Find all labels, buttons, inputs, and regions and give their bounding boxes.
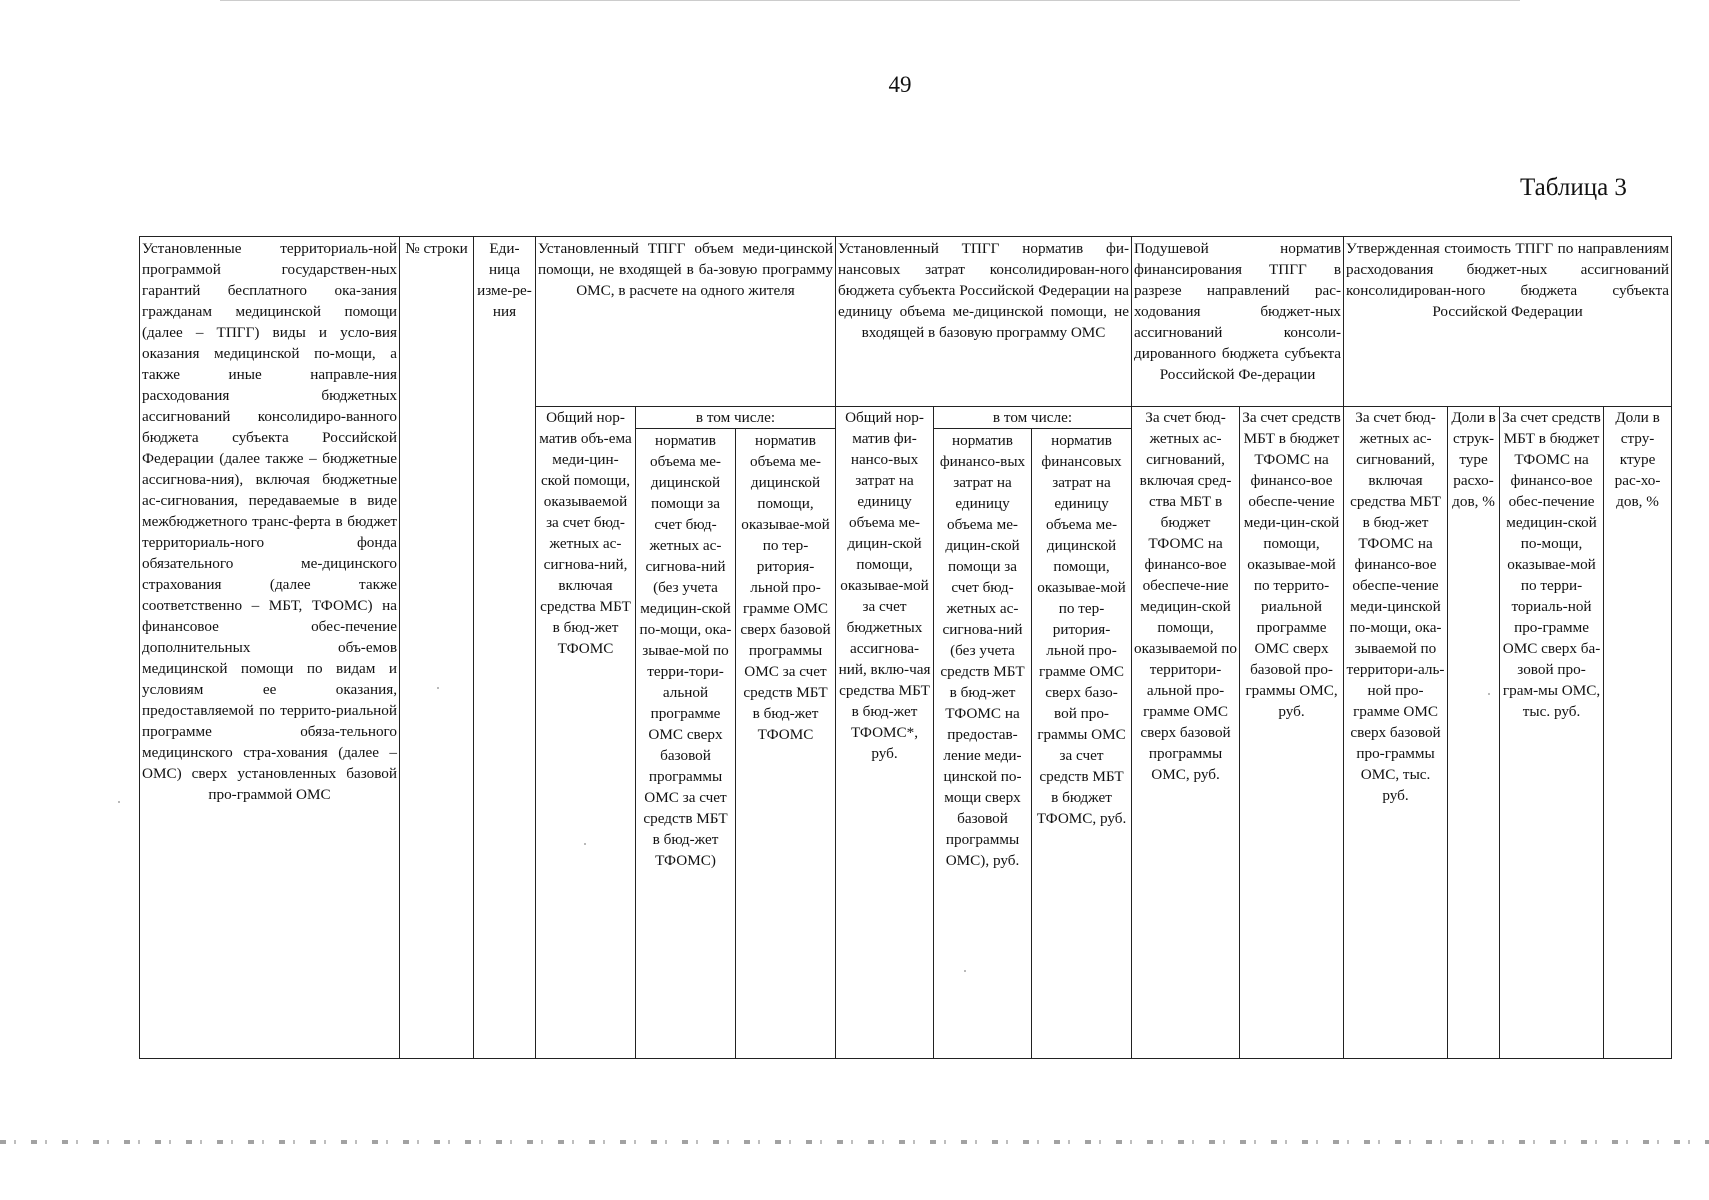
header-row-number: № строки	[400, 237, 474, 1059]
header-approved-share-2: Доли в стру-ктуре рас-хо-дов, %	[1604, 407, 1672, 1059]
header-percapita-mbt: За счет средств МБТ в бюджет ТФОМС на финансо-вое обеспе-чение меди-цин-ской помощи, оказывае-мой по террито-риальной программе ОМС сверх базовой про-граммы ОМС, руб.	[1240, 407, 1344, 1059]
header-cost-budget: норматив финансо-вых затрат на единицу объема ме-дицин-ской помощи за счет бюд-жетных ас-сигнова-ний (без учета средств МБТ в бюд-жет ТФОМС на предостав-ление меди-цинской по-мощи сверх базовой программы ОМС), руб.	[934, 429, 1032, 1059]
header-cost-including: в том числе:	[934, 407, 1132, 429]
header-group-approved-cost: Утвержденная стоимость ТПГГ по направлениям расходования бюджет-ных ассигнований консолидирован-ного бюджета субъекта Российской Федерации	[1344, 237, 1672, 407]
header-group-per-capita: Подушевой норматив финансирования ТПГГ в разрезе направлений рас-ходования бюджет-ных ассигнований консоли-дированного бюджета субъекта Российской Фе-дерации	[1132, 237, 1344, 407]
scan-speck	[1488, 693, 1490, 695]
table-caption: Таблица 3	[1520, 174, 1627, 201]
header-group-cost-norm: Установленный ТПГГ норматив фи-нансовых затрат консолидирован-ного бюджета субъекта Российской Федерации на единицу объема ме-дицинской помощи, не входящей в базовую программу ОМС	[836, 237, 1132, 407]
scan-speck	[437, 687, 439, 689]
scan-artifact-dots	[0, 1140, 1709, 1144]
header-cost-total: Общий нор-матив фи-нансо-вых затрат на единицу объема ме-дицин-ской помощи, оказывае-мой за счет бюджетных ассигнова-ний, вклю-чая средства МБТ в бюд-жет ТФОМС*, руб.	[836, 407, 934, 1059]
data-table	[139, 236, 1672, 1059]
header-percapita-budget: За счет бюд-жетных ас-сигнований, включая сред-ства МБТ в бюджет ТФОМС на финансо-вое обеспече-ние медицин-ской помощи, оказываемой по территори-альной про-грамме ОМС сверх базовой программы ОМС, руб.	[1132, 407, 1240, 1059]
scan-speck	[584, 843, 586, 845]
header-unit: Еди-ница изме-ре-ния	[474, 237, 536, 1059]
scan-artifact-line	[220, 0, 1520, 1]
header-approved-mbt: За счет средств МБТ в бюджет ТФОМС на финансо-вое обес-печение медицин-ской по-мощи, оказывае-мой по терри-ториаль-ной про-грамме ОМС сверх ба-зовой про-грам-мы ОМС, тыс. руб.	[1500, 407, 1604, 1059]
header-approved-share-1: Доли в струк-туре расхо-дов, %	[1448, 407, 1500, 1059]
header-volume-budget: норматив объема ме-дицинской помощи за счет бюд-жетных ас-сигнова-ний (без учета медицин-ской по-мощи, ока-зывае-мой по терри-тори-альной программе ОМС сверх базовой программы ОМС за счет средств МБТ в бюд-жет ТФОМС)	[636, 429, 736, 1059]
scan-speck	[118, 801, 120, 803]
header-volume-mbt: норматив объема ме-дицинской помощи, оказывае-мой по тер-ритория-льной про-грамме ОМС сверх базовой программы ОМС за счет средств МБТ в бюд-жет ТФОМС	[736, 429, 836, 1059]
scan-speck	[964, 970, 966, 972]
header-service-types: Установленные территориаль-ной программой государствен-ных гарантий бесплатного ока-зания гражданам медицинской помощи (далее – ТПГГ) виды и усло-вия оказания медицинской по-мощи, а также иные направле-ния расходования бюджетных ассигнований консолидиро-ванного бюджета субъекта Российской Федерации (далее также – бюджетные ассигнова-ния), включая бюджетные ас-сигнования, передаваемые в виде межбюджетного транс-ферта в бюджет территориаль-ного фонда обязательного ме-дицинского страхования (далее также соответственно – МБТ, ТФОМС) на финансовое обес-печение дополнительных объ-емов медицинской помощи по видам и условиям ее оказания, предоставляемой по террито-риальной программе обяза-тельного медицинского стра-хования (далее – ОМС) сверх установленных базовой про-граммой ОМС	[140, 237, 400, 1059]
page-number: 49	[888, 72, 912, 97]
header-approved-budget: За счет бюд-жетных ас-сигнований, включая средства МБТ в бюд-жет ТФОМС на финансо-вое обеспе-чение меди-цинской по-мощи, ока-зываемой по территори-аль-ной про-грамме ОМС сверх базовой про-граммы ОМС, тыс. руб.	[1344, 407, 1448, 1059]
header-volume-including: в том числе:	[636, 407, 836, 429]
header-cost-mbt: норматив финансовых затрат на единицу объема ме-дицинской помощи, оказывае-мой по тер-ритория-льной про-грамме ОМС сверх базо-вой про-граммы ОМС за счет средств МБТ в бюджет ТФОМС, руб.	[1032, 429, 1132, 1059]
header-group-volume: Установленный ТПГГ объем меди-цинской помощи, не входящей в ба-зовую программу ОМС, в расчете на одного жителя	[536, 237, 836, 407]
header-volume-total: Общий нор-матив объ-ема меди-цин-ской помощи, оказываемой за счет бюд-жетных ас-сигнова-ний, включая средства МБТ в бюд-жет ТФОМС	[536, 407, 636, 1059]
